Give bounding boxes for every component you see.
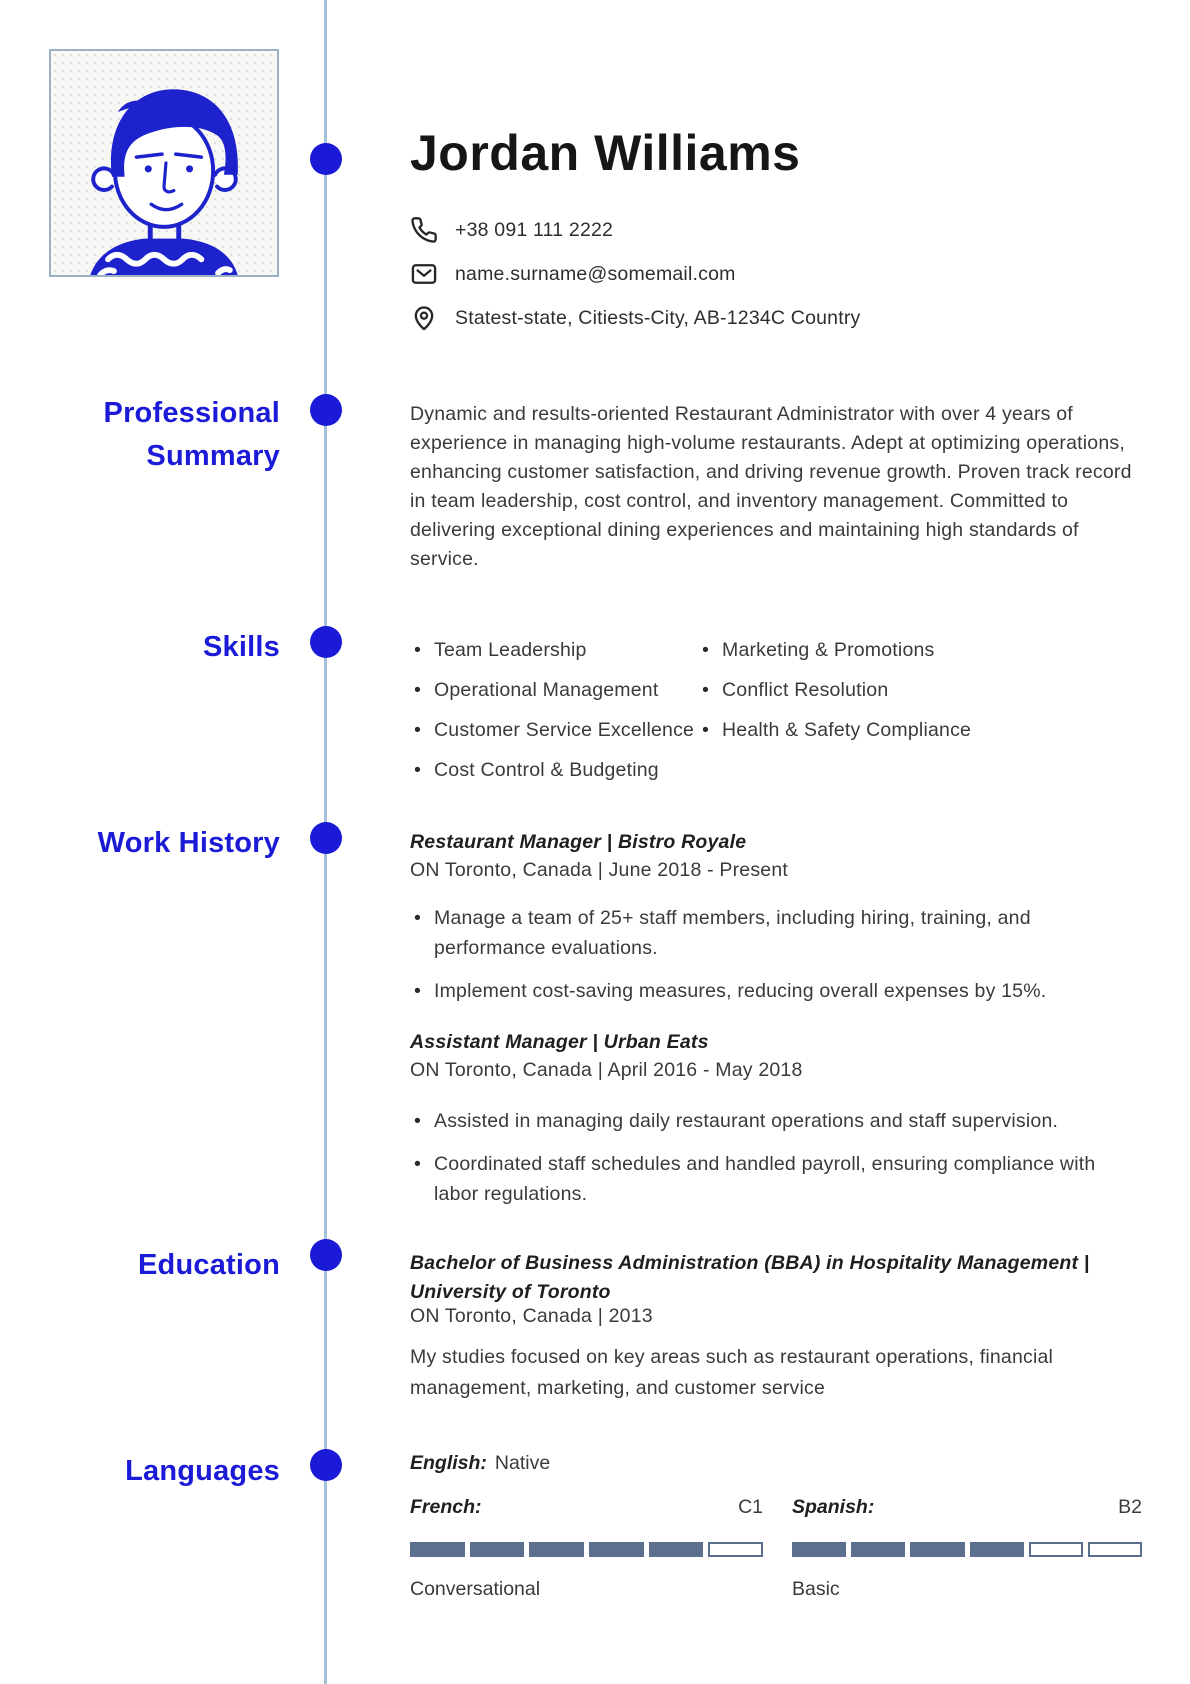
language-bar-segment xyxy=(410,1542,465,1557)
language-bar-segment xyxy=(649,1542,704,1557)
heading-languages: Languages xyxy=(125,1455,280,1487)
location-icon xyxy=(410,304,438,332)
timeline-dot-skills xyxy=(310,626,342,658)
timeline-dot-education xyxy=(310,1239,342,1271)
person-name: Jordan Williams xyxy=(410,125,801,181)
email-address: name.surname@somemail.com xyxy=(455,262,736,285)
language-level: Basic xyxy=(792,1578,840,1600)
education-meta: ON Toronto, Canada | 2013 xyxy=(410,1305,653,1327)
education-text: My studies focused on key areas such as restaurant operations, financial management, marketing, and customer service xyxy=(410,1346,1054,1399)
language-proficiency-bar xyxy=(410,1542,763,1557)
language-header xyxy=(792,1496,1142,1519)
email-icon xyxy=(410,260,438,288)
phone-number: +38 091 111 2222 xyxy=(455,218,614,241)
heading-professional-summary: Professional Summary xyxy=(103,397,280,472)
timeline-dot-work xyxy=(310,822,342,854)
location-text: Statest-state, Citiests-City, AB-1234C Country xyxy=(455,306,861,329)
job-bullets xyxy=(410,903,1100,1019)
language-bar-segment xyxy=(589,1542,644,1557)
contact-block xyxy=(410,208,1140,340)
profile-photo xyxy=(49,49,279,277)
job-bullet: • Implement cost-saving measures, reducing overall expenses by 15%. xyxy=(410,976,1100,1006)
language-bar-segment xyxy=(470,1542,525,1557)
heading-work-history: Work History xyxy=(97,827,280,859)
summary-text: Dynamic and results-oriented Restaurant Administrator with over 4 years of experience in managing high-volume restaurants. Adept at optimizing operations, enhancing customer satisfaction, and driving revenue growth. Proven track record in team leadership, cost control, and inventory management. Committed to delivering exceptional dining experiences and maintaining high standards of service. xyxy=(410,403,1132,570)
language-bar-segment xyxy=(851,1542,905,1557)
skill-item: • Operational Management xyxy=(410,670,1140,710)
job-bullet: • Assisted in managing daily restaurant operations and staff supervision. xyxy=(410,1106,1100,1136)
language-label: French: xyxy=(410,1496,482,1518)
skill-item: • Health & Safety Compliance xyxy=(698,710,1138,750)
skill-item: • Team Leadership xyxy=(410,630,1140,670)
phone-icon xyxy=(410,216,438,244)
language-label: Spanish: xyxy=(792,1496,875,1518)
language-bar-segment xyxy=(970,1542,1024,1557)
job-bullets xyxy=(410,1106,1100,1222)
language-bar-segment xyxy=(1029,1542,1083,1557)
heading-skills: Skills xyxy=(203,631,280,663)
contact-phone-row xyxy=(410,208,1140,252)
job-bullet: • Manage a team of 25+ staff members, including hiring, training, and performance evaluations. xyxy=(410,903,1100,963)
job-title: Assistant Manager | Urban Eats xyxy=(410,1031,709,1053)
timeline-dot-photo xyxy=(310,143,342,175)
language-header xyxy=(410,1496,763,1519)
language-bar-segment xyxy=(792,1542,846,1557)
language-level: Native xyxy=(494,1452,551,1474)
language-cefr-badge: C1 xyxy=(738,1496,763,1518)
skills-list-right xyxy=(698,630,1138,750)
language-bar-segment xyxy=(910,1542,964,1557)
language-label: English: xyxy=(410,1452,487,1474)
contact-email-row xyxy=(410,252,1140,296)
job-title: Restaurant Manager | Bistro Royale xyxy=(410,831,747,853)
job-bullet: • Coordinated staff schedules and handled payroll, ensuring compliance with labor regulations. xyxy=(410,1149,1100,1209)
language-bar-segment xyxy=(708,1542,763,1557)
language-column-french xyxy=(410,1496,763,1601)
language-primary xyxy=(410,1452,1140,1475)
language-bar-segment xyxy=(1088,1542,1142,1557)
skill-item: • Cost Control & Budgeting xyxy=(410,750,1140,790)
language-level: Conversational xyxy=(410,1578,541,1600)
education-degree: Bachelor of Business Administration (BBA) in Hospitality Management | University of Toronto xyxy=(410,1252,1090,1303)
language-bar-segment xyxy=(529,1542,584,1557)
language-proficiency-bar xyxy=(792,1542,1142,1557)
skill-item: • Customer Service Excellence xyxy=(410,710,1140,750)
job-meta: ON Toronto, Canada | June 2018 - Present xyxy=(410,859,789,881)
language-column-spanish xyxy=(792,1496,1142,1601)
timeline-dot-languages xyxy=(310,1449,342,1481)
timeline-dot-summary xyxy=(310,394,342,426)
heading-education: Education xyxy=(138,1249,280,1281)
job-meta: ON Toronto, Canada | April 2016 - May 2018 xyxy=(410,1059,803,1081)
contact-location-row xyxy=(410,296,1140,340)
language-cefr-badge: B2 xyxy=(1118,1496,1142,1518)
skill-item: • Marketing & Promotions xyxy=(698,630,1138,670)
skill-item: • Conflict Resolution xyxy=(698,670,1138,710)
avatar-illustration xyxy=(51,51,277,275)
